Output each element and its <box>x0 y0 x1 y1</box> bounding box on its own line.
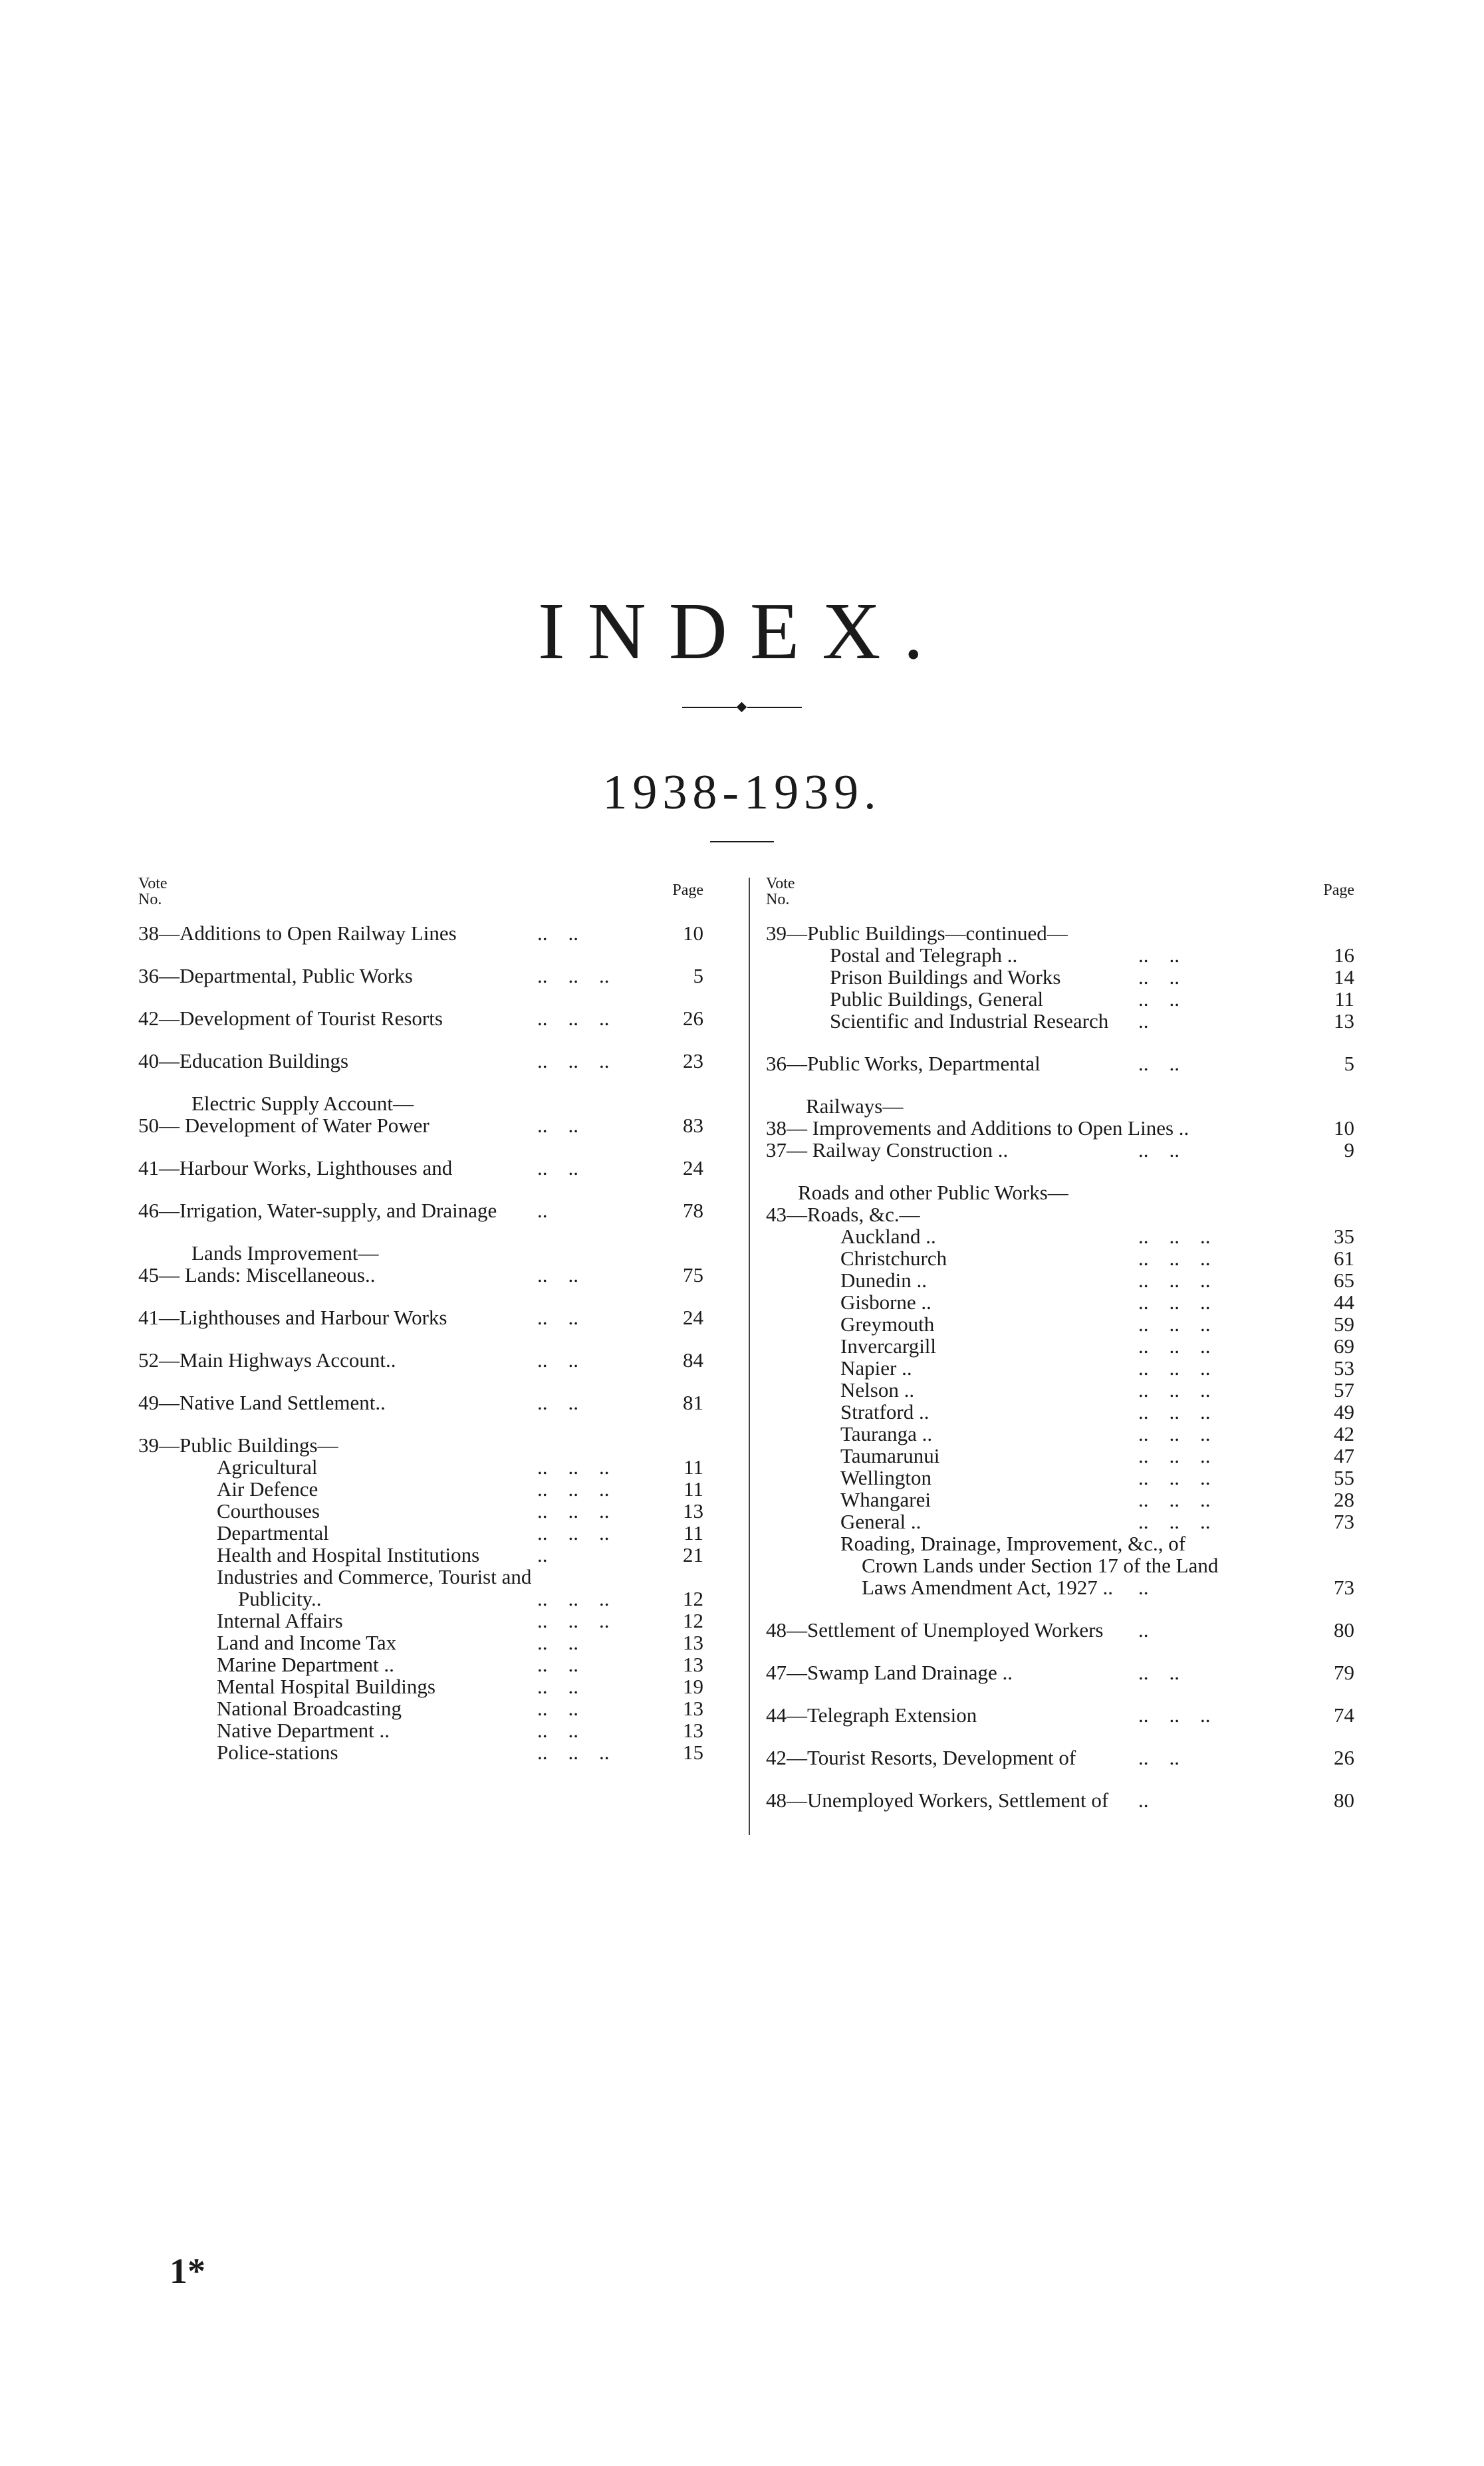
leader-dots: .. <box>537 1199 548 1222</box>
entry-title: 43—Roads, &c.— <box>766 1203 920 1226</box>
leader-dots: .. .. .. <box>1138 1444 1211 1467</box>
entry-title: Dunedin .. <box>840 1269 928 1292</box>
entry-title: Roads and other Public Works— <box>798 1181 1068 1204</box>
vote-no-label: Vote No. <box>138 875 168 908</box>
leader-dots: .. .. <box>1138 965 1179 989</box>
entry-title: Laws Amendment Act, 1927 .. <box>862 1576 1113 1599</box>
entry-title: Electric Supply Account— <box>191 1092 414 1115</box>
entry-title: Courthouses <box>217 1499 320 1523</box>
entry-title: 40—Education Buildings <box>138 1049 349 1072</box>
right-entry <box>766 1445 1354 1467</box>
left-entry <box>138 1588 703 1610</box>
left-entry <box>138 1654 703 1675</box>
entry-page-number: 9 <box>1344 1138 1354 1162</box>
year-heading: 1938-1939. <box>602 765 882 820</box>
right-entry <box>766 1181 1354 1203</box>
entry-title: 47—Swamp Land Drainage .. <box>766 1661 1013 1684</box>
leader-dots: .. .. .. <box>537 964 610 987</box>
left-entry <box>138 1632 703 1654</box>
leader-dots: .. .. .. <box>1138 1225 1211 1248</box>
entry-title: Police-stations <box>217 1741 338 1764</box>
left-entry <box>138 1566 703 1588</box>
leader-dots: .. .. .. <box>1138 1400 1211 1423</box>
right-entry <box>766 1225 1354 1247</box>
right-column <box>766 873 1354 1816</box>
right-entry <box>766 1533 1354 1554</box>
leader-dots: .. .. <box>1138 987 1179 1011</box>
right-entry <box>766 1203 1354 1225</box>
entry-title: 39—Public Buildings— <box>138 1433 338 1457</box>
left-entry <box>138 1675 703 1697</box>
entry-title: 39—Public Buildings—continued— <box>766 922 1068 945</box>
entry-page-number: 73 <box>1334 1576 1354 1599</box>
leader-dots: .. .. .. <box>1138 1312 1211 1336</box>
entry-title: 42—Tourist Resorts, Development of <box>766 1746 1076 1769</box>
entry-page-number: 13 <box>683 1631 703 1654</box>
left-entry <box>138 965 703 987</box>
leader-dots: .. .. .. <box>1138 1488 1211 1511</box>
right-entry <box>766 1379 1354 1401</box>
entry-page-number: 24 <box>683 1306 703 1329</box>
entry-title: Crown Lands under Section 17 of the Land <box>862 1554 1219 1577</box>
left-entry <box>138 1610 703 1632</box>
entry-page-number: 14 <box>1334 965 1354 989</box>
entry-title: 41—Harbour Works, Lighthouses and <box>138 1156 453 1179</box>
right-entry <box>766 1139 1354 1161</box>
right-entry <box>766 944 1354 966</box>
entry-title: Land and Income Tax <box>217 1631 397 1654</box>
right-entry <box>766 1010 1354 1032</box>
entry-page-number: 44 <box>1334 1291 1354 1314</box>
entry-title: Roading, Drainage, Improvement, &c., of <box>840 1532 1186 1555</box>
leader-dots: .. .. <box>537 1156 578 1179</box>
entry-title: Lands Improvement— <box>191 1241 379 1265</box>
left-entry <box>138 1719 703 1741</box>
leader-dots: .. <box>537 1543 548 1566</box>
entry-title: Postal and Telegraph .. <box>830 943 1018 967</box>
entry-title: Native Department .. <box>217 1719 390 1742</box>
leader-dots: .. .. <box>537 1348 578 1372</box>
entry-title: Prison Buildings and Works <box>830 965 1061 989</box>
right-entry <box>766 1789 1354 1811</box>
leader-dots: .. .. <box>537 1263 578 1287</box>
entry-page-number: 80 <box>1334 1618 1354 1642</box>
entry-page-number: 10 <box>683 922 703 945</box>
entry-page-number: 69 <box>1334 1334 1354 1358</box>
left-column <box>138 873 703 1768</box>
left-entry <box>138 1522 703 1544</box>
entry-title: 41—Lighthouses and Harbour Works <box>138 1306 447 1329</box>
index-title: INDEX. <box>538 586 946 676</box>
entry-title: Agricultural <box>217 1455 318 1479</box>
entry-page-number: 26 <box>683 1007 703 1030</box>
entry-title: Napier .. <box>840 1356 912 1380</box>
left-entry <box>138 1500 703 1522</box>
page-label: Page <box>1323 882 1354 899</box>
entry-page-number: 53 <box>1334 1356 1354 1380</box>
leader-dots: .. .. .. <box>1138 1269 1211 1292</box>
left-entry <box>138 1434 703 1456</box>
leader-dots: .. .. .. <box>537 1455 610 1479</box>
leader-dots: .. <box>1138 1576 1149 1599</box>
leader-dots: .. .. .. <box>537 1049 610 1072</box>
leader-dots: .. <box>1138 1788 1149 1812</box>
entry-title: 38— Improvements and Additions to Open Lines .. <box>766 1116 1189 1140</box>
leader-dots: .. .. <box>537 1391 578 1414</box>
entry-title: Wellington <box>840 1466 931 1489</box>
entry-page-number: 5 <box>693 964 703 987</box>
leader-dots: .. .. <box>1138 943 1179 967</box>
leader-dots: .. .. .. <box>537 1521 610 1544</box>
left-entry <box>138 1092 703 1114</box>
entry-page-number: 84 <box>683 1348 703 1372</box>
entry-title: 36—Public Works, Departmental <box>766 1052 1041 1075</box>
entry-page-number: 13 <box>1334 1009 1354 1033</box>
right-entry <box>766 1401 1354 1423</box>
right-entry <box>766 922 1354 944</box>
leader-dots: .. .. <box>537 1631 578 1654</box>
entry-title: 50— Development of Water Power <box>138 1114 430 1137</box>
left-entry <box>138 1007 703 1029</box>
entry-page-number: 13 <box>683 1719 703 1742</box>
left-entry <box>138 1114 703 1136</box>
entry-page-number: 81 <box>683 1391 703 1414</box>
entry-title: Nelson .. <box>840 1378 915 1402</box>
right-entry <box>766 1357 1354 1379</box>
leader-dots: .. .. <box>537 922 578 945</box>
entry-page-number: 24 <box>683 1156 703 1179</box>
right-entry <box>766 1095 1354 1117</box>
leader-dots: .. .. .. <box>1138 1378 1211 1402</box>
leader-dots: .. .. .. <box>1138 1334 1211 1358</box>
right-entry <box>766 1662 1354 1683</box>
entry-title: Publicity.. <box>238 1587 322 1610</box>
entry-page-number: 49 <box>1334 1400 1354 1423</box>
left-entry-list <box>138 922 703 1768</box>
entry-title: General .. <box>840 1510 922 1533</box>
entry-page-number: 23 <box>683 1049 703 1072</box>
leader-dots: .. .. .. <box>1138 1247 1211 1270</box>
entry-page-number: 28 <box>1334 1488 1354 1511</box>
entry-title: 45— Lands: Miscellaneous.. <box>138 1263 376 1287</box>
right-entry <box>766 1704 1354 1726</box>
leader-dots: .. .. <box>1138 1661 1179 1684</box>
entry-title: 46—Irrigation, Water-supply, and Drainage <box>138 1199 497 1222</box>
left-entry <box>138 1697 703 1719</box>
right-entry <box>766 1269 1354 1291</box>
leader-dots: .. .. .. <box>1138 1466 1211 1489</box>
right-entry <box>766 1117 1354 1139</box>
left-entry <box>138 1456 703 1478</box>
leader-dots: .. .. .. <box>1138 1422 1211 1445</box>
leader-dots: .. .. .. <box>1138 1510 1211 1533</box>
left-entry <box>138 922 703 944</box>
ornament-divider <box>682 701 802 714</box>
leader-dots: .. .. <box>537 1719 578 1742</box>
entry-title: Stratford .. <box>840 1400 929 1423</box>
entry-title: Christchurch <box>840 1247 947 1270</box>
entry-page-number: 5 <box>1344 1052 1354 1075</box>
entry-page-number: 19 <box>683 1675 703 1698</box>
entry-title: 44—Telegraph Extension <box>766 1703 977 1727</box>
leader-dots: .. .. <box>1138 1052 1179 1075</box>
right-entry <box>766 1467 1354 1489</box>
leader-dots: .. .. <box>1138 1138 1179 1162</box>
entry-page-number: 12 <box>683 1587 703 1610</box>
entry-title: 37— Railway Construction .. <box>766 1138 1009 1162</box>
entry-title: 42—Development of Tourist Resorts <box>138 1007 443 1030</box>
leader-dots: .. <box>1138 1009 1149 1033</box>
right-entry <box>766 1511 1354 1533</box>
leader-dots: .. .. .. <box>537 1609 610 1632</box>
entry-title: 49—Native Land Settlement.. <box>138 1391 386 1414</box>
entry-title: Public Buildings, General <box>830 987 1044 1011</box>
entry-page-number: 13 <box>683 1653 703 1676</box>
entry-page-number: 59 <box>1334 1312 1354 1336</box>
right-entry <box>766 1747 1354 1769</box>
entry-title: 48—Settlement of Unemployed Workers <box>766 1618 1104 1642</box>
entry-title: Whangarei <box>840 1488 931 1511</box>
leader-dots: .. .. .. <box>1138 1356 1211 1380</box>
right-entry <box>766 1247 1354 1269</box>
entry-title: Industries and Commerce, Tourist and <box>217 1565 532 1588</box>
entry-page-number: 83 <box>683 1114 703 1137</box>
entry-page-number: 80 <box>1334 1788 1354 1812</box>
entry-page-number: 13 <box>683 1499 703 1523</box>
entry-page-number: 42 <box>1334 1422 1354 1445</box>
entry-title: Taumarunui <box>840 1444 940 1467</box>
entry-page-number: 11 <box>683 1455 703 1479</box>
entry-page-number: 61 <box>1334 1247 1354 1270</box>
entry-title: Health and Hospital Institutions <box>217 1543 480 1566</box>
entry-title: 48—Unemployed Workers, Settlement of <box>766 1788 1109 1812</box>
entry-title: Departmental <box>217 1521 329 1544</box>
right-entry <box>766 1576 1354 1598</box>
entry-title: Gisborne .. <box>840 1291 931 1314</box>
leader-dots: .. .. <box>537 1653 578 1676</box>
right-header <box>766 873 1354 922</box>
leader-dots: .. .. <box>537 1114 578 1137</box>
entry-title: Scientific and Industrial Research <box>830 1009 1109 1033</box>
entry-page-number: 47 <box>1334 1444 1354 1467</box>
left-header <box>138 873 703 922</box>
leader-dots: .. .. <box>1138 1746 1179 1769</box>
entry-title: 36—Departmental, Public Works <box>138 964 413 987</box>
entry-title: National Broadcasting <box>217 1697 402 1720</box>
right-entry <box>766 1052 1354 1074</box>
left-entry <box>138 1199 703 1221</box>
entry-page-number: 10 <box>1334 1116 1354 1140</box>
entry-title: 52—Main Highways Account.. <box>138 1348 396 1372</box>
entry-page-number: 16 <box>1334 943 1354 967</box>
left-entry <box>138 1544 703 1566</box>
left-entry <box>138 1264 703 1286</box>
entry-title: Railways— <box>806 1094 904 1118</box>
left-entry <box>138 1741 703 1763</box>
leader-dots: .. .. <box>537 1675 578 1698</box>
entry-page-number: 11 <box>683 1477 703 1501</box>
left-entry <box>138 1349 703 1371</box>
left-entry <box>138 1392 703 1414</box>
entry-page-number: 11 <box>1334 987 1354 1011</box>
entry-page-number: 78 <box>683 1199 703 1222</box>
leader-dots: .. .. .. <box>537 1499 610 1523</box>
leader-dots: .. .. .. <box>537 1741 610 1764</box>
entry-page-number: 13 <box>683 1697 703 1720</box>
entry-page-number: 65 <box>1334 1269 1354 1292</box>
right-entry <box>766 1489 1354 1511</box>
year-rule <box>710 841 774 842</box>
entry-page-number: 11 <box>683 1521 703 1544</box>
left-entry <box>138 1306 703 1328</box>
entry-page-number: 75 <box>683 1263 703 1287</box>
entry-page-number: 12 <box>683 1609 703 1632</box>
entry-page-number: 35 <box>1334 1225 1354 1248</box>
right-entry <box>766 966 1354 988</box>
page-label: Page <box>672 882 703 899</box>
leader-dots: .. <box>1138 1618 1149 1642</box>
left-entry <box>138 1050 703 1072</box>
page-footer-mark: 1* <box>170 2251 205 2291</box>
entry-title: Invercargill <box>840 1334 937 1358</box>
entry-title: Auckland .. <box>840 1225 936 1248</box>
column-divider <box>749 878 750 1835</box>
entry-page-number: 74 <box>1334 1703 1354 1727</box>
leader-dots: .. .. .. <box>537 1007 610 1030</box>
entry-title: Marine Department .. <box>217 1653 394 1676</box>
entry-page-number: 21 <box>683 1543 703 1566</box>
right-entry-list <box>766 922 1354 1816</box>
entry-title: Internal Affairs <box>217 1609 343 1632</box>
leader-dots: .. .. <box>537 1306 578 1329</box>
entry-title: 38—Additions to Open Railway Lines <box>138 922 457 945</box>
left-entry <box>138 1242 703 1264</box>
left-entry <box>138 1157 703 1179</box>
leader-dots: .. .. .. <box>537 1587 610 1610</box>
vote-no-label: Vote No. <box>766 875 795 908</box>
entry-page-number: 73 <box>1334 1510 1354 1533</box>
leader-dots: .. .. .. <box>1138 1291 1211 1314</box>
right-entry <box>766 1554 1354 1576</box>
entry-page-number: 26 <box>1334 1746 1354 1769</box>
entry-page-number: 79 <box>1334 1661 1354 1684</box>
entry-page-number: 55 <box>1334 1466 1354 1489</box>
entry-title: Greymouth <box>840 1312 935 1336</box>
leader-dots: .. .. .. <box>537 1477 610 1501</box>
right-entry <box>766 1619 1354 1641</box>
right-entry <box>766 1423 1354 1445</box>
right-entry <box>766 988 1354 1010</box>
right-entry <box>766 1335 1354 1357</box>
entry-page-number: 57 <box>1334 1378 1354 1402</box>
right-entry <box>766 1313 1354 1335</box>
left-entry <box>138 1478 703 1500</box>
leader-dots: .. .. <box>537 1697 578 1720</box>
leader-dots: .. .. .. <box>1138 1703 1211 1727</box>
entry-title: Tauranga .. <box>840 1422 933 1445</box>
entry-title: Air Defence <box>217 1477 318 1501</box>
entry-page-number: 15 <box>683 1741 703 1764</box>
right-entry <box>766 1291 1354 1313</box>
entry-title: Mental Hospital Buildings <box>217 1675 435 1698</box>
